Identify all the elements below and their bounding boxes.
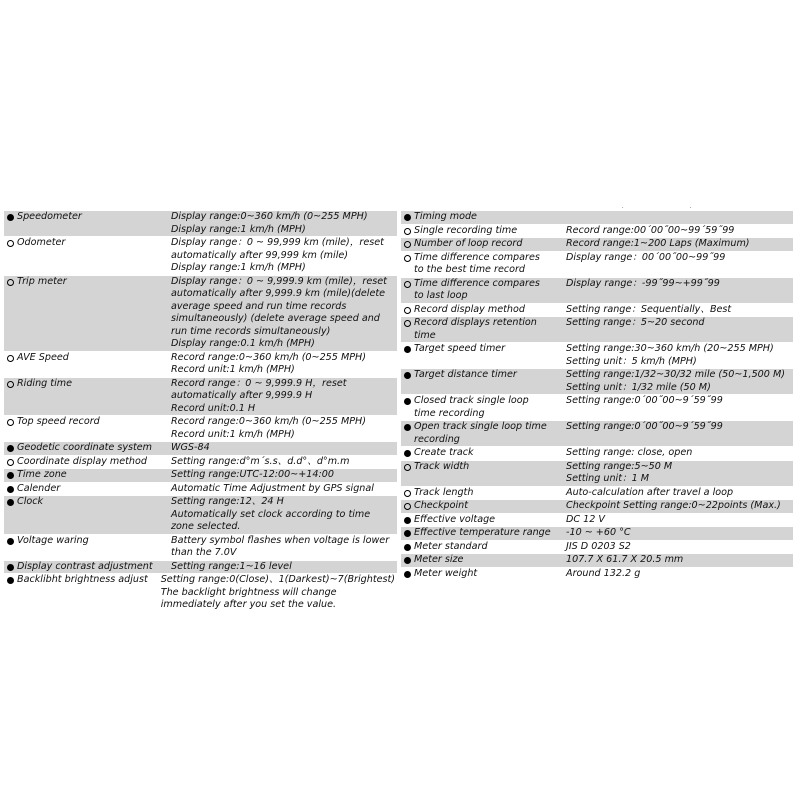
- spec-value-line: Display range：0 ~ 99,999 km (mile)，reset: [171, 237, 384, 248]
- spec-value-line: -10 ~ +60 °C: [566, 527, 631, 538]
- spec-name-cell: [401, 304, 564, 317]
- spec-row: [4, 416, 397, 442]
- spec-table-left: [4, 211, 397, 613]
- spec-row: [401, 395, 793, 421]
- spec-name: [414, 395, 562, 420]
- spec-name-cell: [401, 541, 564, 554]
- spec-row: [4, 237, 397, 276]
- spec-value-line: Setting range: close, open: [566, 447, 693, 458]
- spec-value-line: Display range:1 km/h (MPH): [171, 223, 306, 235]
- filled-bullet-icon: [404, 450, 411, 457]
- spec-name: [414, 568, 562, 581]
- spec-name: [414, 487, 562, 500]
- spec-name: [414, 527, 562, 540]
- spec-value-line: Checkpoint Setting range:0~22points (Max.): [566, 500, 781, 511]
- spec-value-line: [566, 211, 791, 224]
- spec-value-line: Automatic Time Adjustment by GPS signal: [171, 482, 374, 494]
- spec-value-cell: [169, 352, 397, 377]
- spec-name-cell: [401, 278, 564, 303]
- spec-name-line: Record displays retention: [414, 317, 537, 328]
- hollow-bullet-icon: [7, 355, 14, 362]
- spec-name-cell: [401, 252, 564, 277]
- spec-name: [414, 304, 562, 317]
- spec-name-cell: [4, 442, 169, 455]
- spec-name: [17, 352, 167, 365]
- spec-name-cell: [401, 238, 564, 251]
- spec-name: [17, 469, 167, 482]
- spec-name: [414, 238, 562, 251]
- spec-name: [414, 554, 562, 567]
- spec-name-cell: [401, 343, 564, 368]
- spec-value-cell: [564, 238, 793, 251]
- spec-name-cell: [401, 317, 564, 342]
- filled-bullet-icon: [7, 564, 14, 571]
- spec-value-line: Setting range：Sequentially、Best: [566, 303, 732, 315]
- spec-value-line: 107.7 X 61.7 X 20.5 mm: [566, 554, 684, 565]
- spec-name: [17, 237, 167, 250]
- spec-row: [4, 496, 397, 535]
- spec-value-line: Setting range:30~360 km/h (20~255 MPH): [566, 343, 774, 354]
- spec-value-line: Setting range:0´00˝00~9´59˝99: [566, 395, 723, 406]
- filled-bullet-icon: [404, 346, 411, 353]
- spec-name: [414, 343, 562, 356]
- filled-bullet-icon: [404, 214, 411, 221]
- spec-row: [4, 483, 397, 497]
- spec-row: [4, 469, 397, 483]
- spec-value-cell: [564, 541, 793, 554]
- spec-row: [4, 574, 397, 613]
- filled-bullet-icon: [404, 398, 411, 405]
- spec-value-line: Setting range:1~16 level: [171, 560, 292, 572]
- spec-value-cell: [169, 442, 397, 455]
- spec-value-cell: [564, 343, 793, 368]
- hollow-bullet-icon: [404, 320, 411, 327]
- spec-name-cell: [4, 378, 169, 416]
- spec-value-cell: [169, 496, 397, 534]
- spec-value-line: Setting range:5~50 M: [566, 460, 673, 472]
- spec-name-cell: [4, 211, 169, 236]
- spec-name: [414, 447, 562, 460]
- spec-name-line: Meter weight: [414, 567, 478, 579]
- spec-name-line: Geodetic coordinate system: [17, 442, 153, 453]
- spec-name-cell: [4, 352, 169, 377]
- spec-row: [401, 317, 793, 343]
- filled-bullet-icon: [404, 530, 411, 537]
- spec-value-cell: [169, 211, 397, 236]
- spec-name: [414, 514, 562, 527]
- spec-name-cell: [401, 225, 564, 238]
- spec-value-line: Setting range:d°m´s.s、d.d°、d°m.m: [171, 455, 350, 467]
- spec-name: [414, 278, 562, 303]
- spec-name-line: Display contrast adjustment: [17, 560, 153, 572]
- hollow-bullet-icon: [404, 228, 411, 235]
- spec-name: [414, 252, 562, 277]
- spec-name: [17, 483, 167, 496]
- spec-value-cell: [564, 395, 793, 420]
- spec-value-line: Setting unit：5 km/h (MPH): [566, 355, 697, 367]
- spec-row: [4, 442, 397, 456]
- spec-value-line: Record range:0~360 km/h (0~255 MPH): [171, 351, 366, 363]
- spec-value-cell: [564, 527, 793, 540]
- spec-value-line: Setting range：5~20 second: [566, 317, 705, 328]
- spec-name: [17, 456, 167, 469]
- spec-row: [401, 238, 793, 252]
- spec-value-cell: [169, 276, 397, 351]
- spec-row: [401, 225, 793, 239]
- spec-name: [17, 496, 167, 509]
- spec-row: [401, 278, 793, 304]
- spec-row: [4, 211, 397, 237]
- spec-name-cell: [4, 456, 169, 469]
- filled-bullet-icon: [7, 499, 14, 506]
- spec-row: [4, 456, 397, 470]
- spec-name-line: Timing mode: [414, 211, 477, 222]
- spec-name-line: Effective voltage: [414, 513, 496, 525]
- spec-row: [401, 500, 793, 514]
- hollow-bullet-icon: [404, 464, 411, 471]
- spec-value-line: Setting range:1/32~30/32 mile (50~1,500 M): [566, 369, 785, 380]
- spec-name-line: Target distance timer: [414, 369, 517, 380]
- spec-value-line: Record range：0 ~ 9,999.9 H，reset: [171, 377, 347, 389]
- spec-value-line: Display range:1 km/h (MPH): [171, 262, 306, 273]
- spec-value-line: WGS-84: [171, 442, 210, 453]
- spec-value-line: Setting unit：1 M: [566, 473, 650, 484]
- spec-row: [401, 514, 793, 528]
- spec-value-cell: [564, 211, 793, 224]
- spec-row: [401, 421, 793, 447]
- spec-value-line: automatically after 9,999.9 km (mile)(delete: [171, 288, 386, 299]
- spec-value-cell: [564, 304, 793, 317]
- spec-name-cell: [401, 500, 564, 513]
- spec-value-cell: [169, 237, 397, 275]
- spec-name-cell: [401, 447, 564, 460]
- hollow-bullet-icon: [404, 307, 411, 314]
- filled-bullet-icon: [404, 517, 411, 524]
- spec-name-line: time: [414, 329, 436, 341]
- spec-name: [17, 574, 157, 587]
- spec-name-line: Time difference compares: [414, 277, 540, 289]
- spec-name-line: Calender: [17, 482, 61, 494]
- spec-row: [401, 461, 793, 487]
- spec-value-line: Automatically set clock according to time: [171, 508, 371, 520]
- spec-name-cell: [4, 483, 169, 496]
- spec-name-line: Single recording time: [414, 224, 518, 236]
- spec-name-cell: [401, 211, 564, 224]
- spec-name-line: AVE Speed: [17, 351, 69, 363]
- spec-name-cell: [4, 561, 169, 574]
- spec-name-line: time recording: [414, 407, 485, 419]
- filled-bullet-icon: [404, 557, 411, 564]
- spec-name: [414, 541, 562, 554]
- spec-row: [401, 487, 793, 501]
- spec-name: [17, 535, 167, 548]
- filled-bullet-icon: [7, 486, 14, 493]
- spec-value-cell: [564, 500, 793, 513]
- filled-bullet-icon: [404, 571, 411, 578]
- spec-name-cell: [401, 421, 564, 446]
- spec-name-line: Track width: [414, 460, 470, 472]
- spec-value-line: simultaneously) (delete average speed and: [171, 313, 380, 324]
- spec-value-line: Battery symbol flashes when voltage is lower: [171, 534, 390, 546]
- spec-row: [401, 343, 793, 369]
- spec-row: [401, 211, 793, 225]
- spec-name: [17, 561, 167, 574]
- spec-name: [414, 369, 562, 382]
- spec-value-cell: [159, 574, 397, 612]
- spec-name-cell: [401, 514, 564, 527]
- spec-table-right: [401, 211, 793, 581]
- spec-value-line: immediately after you set the value.: [160, 599, 337, 610]
- hollow-bullet-icon: [404, 503, 411, 510]
- spec-name-cell: [401, 554, 564, 567]
- spec-name-line: Odometer: [17, 237, 66, 248]
- spec-value-line: The backlight brightness will change: [160, 586, 337, 598]
- spec-name: [414, 225, 562, 238]
- spec-name-line: Clock: [17, 496, 44, 507]
- spec-value-line: zone selected.: [171, 521, 241, 532]
- spec-value-line: JIS D 0203 S2: [566, 540, 631, 552]
- spec-value-cell: [169, 469, 397, 482]
- spec-row: [401, 541, 793, 555]
- spec-value-cell: [564, 225, 793, 238]
- spec-name-cell: [4, 237, 169, 275]
- spec-value-line: Setting range:0(Close)、1(Darkest)~7(Brightest): [160, 574, 395, 585]
- spec-name-line: to the best time record: [414, 264, 526, 275]
- spec-name-cell: [401, 461, 564, 486]
- filled-bullet-icon: [404, 544, 411, 551]
- spec-row: [401, 527, 793, 541]
- spec-name-line: recording: [414, 433, 460, 445]
- spec-name-line: Meter size: [414, 554, 464, 565]
- spec-name: [17, 211, 167, 224]
- spec-name-line: Open track single loop time: [414, 421, 547, 432]
- spec-name: [414, 211, 562, 224]
- spec-value-line: Record range:1~200 Laps (Maximum): [566, 238, 750, 249]
- spec-name-cell: [401, 395, 564, 420]
- spec-value-cell: [564, 252, 793, 277]
- spec-name-cell: [4, 574, 159, 612]
- spec-value-cell: [564, 461, 793, 486]
- spec-name-line: Closed track single loop: [414, 395, 529, 406]
- spec-name-line: Coordinate display method: [17, 455, 147, 467]
- spec-value-cell: [564, 447, 793, 460]
- spec-value-line: Display range:0.1 km/h (MPH): [171, 338, 315, 349]
- spec-row: [401, 304, 793, 318]
- spec-value-cell: [564, 514, 793, 527]
- hollow-bullet-icon: [7, 459, 14, 466]
- spec-name-cell: [4, 496, 169, 534]
- spec-name: [414, 317, 562, 342]
- spec-name-line: Record display method: [414, 303, 525, 315]
- filled-bullet-icon: [7, 538, 14, 545]
- spec-name: [414, 500, 562, 513]
- spec-name-line: Checkpoint: [414, 500, 468, 511]
- spec-row: [4, 378, 397, 417]
- spec-value-line: Setting range:12、24 H: [171, 496, 284, 507]
- spec-value-cell: [169, 416, 397, 441]
- spec-value-line: Setting range:UTC-12:00~+14:00: [171, 469, 334, 480]
- hollow-bullet-icon: [7, 381, 14, 388]
- spec-name-line: Voltage waring: [17, 534, 89, 546]
- spec-name-line: Create track: [414, 447, 474, 458]
- filled-bullet-icon: [7, 445, 14, 452]
- spec-value-line: Display range：-99˝99~+99˝99: [566, 277, 720, 289]
- spec-value-line: DC 12 V: [566, 513, 605, 525]
- spec-name: [17, 416, 167, 429]
- spec-name-cell: [401, 487, 564, 500]
- hollow-bullet-icon: [7, 419, 14, 426]
- spec-value-line: Display range:0~360 km/h (0~255 MPH): [171, 211, 368, 222]
- hollow-bullet-icon: [404, 241, 411, 248]
- spec-name-line: Time difference compares: [414, 251, 540, 263]
- spec-name-line: Backlibht brightness adjust: [17, 574, 148, 585]
- spec-value-cell: [564, 369, 793, 394]
- spec-value-line: Setting unit：1/32 mile (50 M): [566, 381, 711, 393]
- hollow-bullet-icon: [404, 490, 411, 497]
- spec-value-cell: [169, 456, 397, 469]
- spec-name: [414, 461, 562, 474]
- spec-row: [401, 252, 793, 278]
- spec-value-cell: [564, 487, 793, 500]
- spec-value-line: run time records simultaneously): [171, 325, 331, 337]
- spec-row: [4, 352, 397, 378]
- spec-row: [401, 447, 793, 461]
- spec-name-cell: [401, 369, 564, 394]
- spec-name-line: Track length: [414, 486, 474, 498]
- spec-name-cell: [4, 276, 169, 351]
- spec-value-cell: [169, 378, 397, 416]
- spec-value-line: Record range:00´00˝00~99´59˝99: [566, 224, 735, 236]
- spec-name: [17, 442, 167, 455]
- filled-bullet-icon: [404, 372, 411, 379]
- spec-name-line: Time zone: [17, 469, 67, 480]
- filled-bullet-icon: [7, 577, 14, 584]
- spec-row: [401, 554, 793, 568]
- spec-row: [4, 535, 397, 561]
- hollow-bullet-icon: [7, 240, 14, 247]
- spec-name-line: to last loop: [414, 290, 468, 301]
- filled-bullet-icon: [7, 214, 14, 221]
- spec-name: [17, 276, 167, 289]
- spec-value-cell: [169, 535, 397, 560]
- spec-row: [4, 276, 397, 352]
- spec-name-cell: [401, 527, 564, 540]
- spec-value-line: Display range：0 ~ 9,999.9 km (mile)，reset: [171, 275, 387, 287]
- spec-name-line: Speedometer: [17, 211, 82, 222]
- spec-value-line: Record range:0~360 km/h (0~255 MPH): [171, 416, 366, 427]
- spec-value-cell: [564, 278, 793, 303]
- hollow-bullet-icon: [7, 279, 14, 286]
- spec-name-line: Riding time: [17, 377, 72, 389]
- stray-mark: . .: [622, 203, 724, 210]
- spec-name-cell: [401, 568, 564, 581]
- spec-row: [401, 369, 793, 395]
- spec-row: [401, 568, 793, 582]
- spec-value-line: Record unit:1 km/h (MPH): [171, 364, 295, 375]
- spec-value-cell: [564, 568, 793, 581]
- spec-name-line: Target speed timer: [414, 343, 506, 354]
- spec-value-line: than the 7.0V: [171, 547, 237, 558]
- spec-value-line: Auto-calculation after travel a loop: [566, 486, 734, 498]
- spec-name-line: Top speed record: [17, 416, 100, 427]
- spec-value-cell: [564, 317, 793, 342]
- hollow-bullet-icon: [404, 255, 411, 262]
- spec-value-cell: [564, 554, 793, 567]
- spec-value-line: Setting range:0´00˝00~9´59˝99: [566, 421, 723, 432]
- spec-name: [414, 421, 562, 446]
- spec-value-line: automatically after 9,999.9 H: [171, 390, 313, 401]
- filled-bullet-icon: [404, 424, 411, 431]
- spec-name-line: Trip meter: [17, 275, 67, 287]
- spec-name-line: Meter standard: [414, 540, 488, 552]
- spec-value-line: Display range：00´00˝00~99˝99: [566, 251, 726, 263]
- spec-value-cell: [169, 483, 397, 496]
- spec-name: [17, 378, 167, 391]
- hollow-bullet-icon: [404, 281, 411, 288]
- spec-value-line: Around 132.2 g: [566, 567, 641, 579]
- spec-row: [4, 561, 397, 575]
- spec-value-line: automatically after 99,999 km (mile): [171, 249, 349, 261]
- spec-name-cell: [4, 416, 169, 441]
- spec-value-cell: [169, 561, 397, 574]
- spec-name-cell: [4, 535, 169, 560]
- filled-bullet-icon: [7, 472, 14, 479]
- spec-name-line: Number of loop record: [414, 238, 523, 249]
- spec-value-line: Record unit:0.1 H: [171, 402, 256, 414]
- spec-name-cell: [4, 469, 169, 482]
- spec-value-line: Record unit:1 km/h (MPH): [171, 428, 295, 440]
- spec-name-line: Effective temperature range: [414, 527, 551, 538]
- spec-value-cell: [564, 421, 793, 446]
- spec-value-line: average speed and run time records: [171, 300, 347, 312]
